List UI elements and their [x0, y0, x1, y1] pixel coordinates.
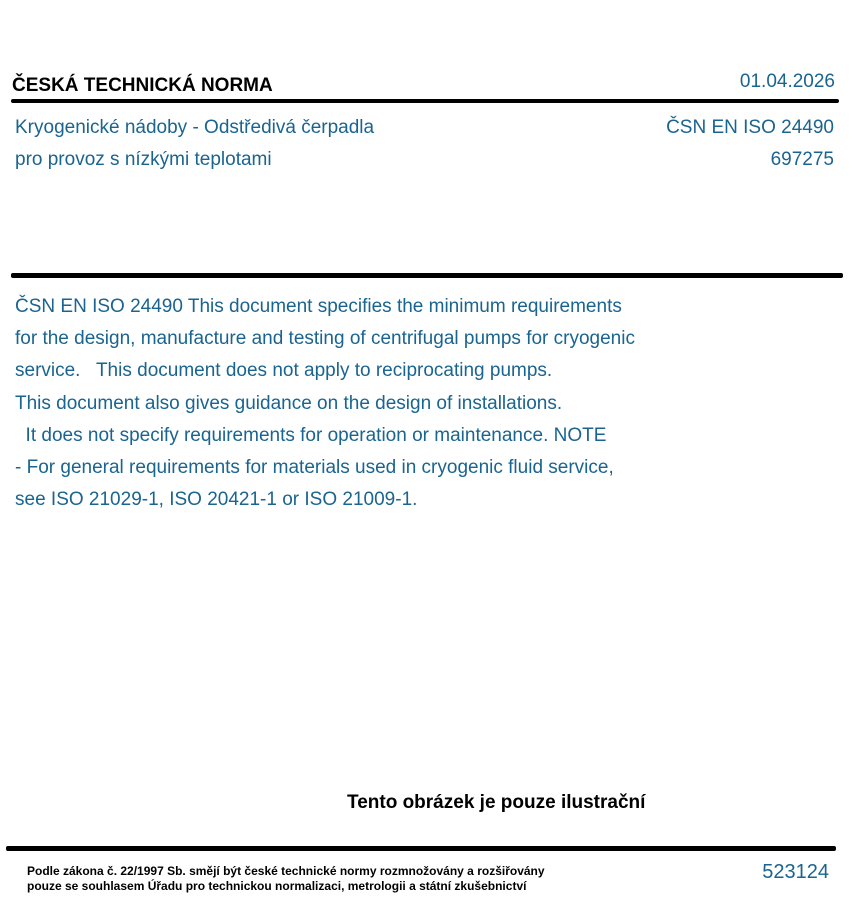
- section-divider: [11, 273, 843, 278]
- abstract-line: This document also gives guidance on the design of installations.: [15, 392, 563, 414]
- standard-code: ČSN EN ISO 24490: [666, 117, 834, 138]
- footer-number: 523124: [762, 861, 829, 883]
- standard-title-line-1: Kryogenické nádoby - Odstředivá čerpadla: [15, 117, 375, 138]
- abstract-line: It does not specify requirements for operation or maintenance. NOTE: [15, 424, 607, 446]
- footer-divider: [6, 846, 836, 851]
- legal-notice: [27, 864, 545, 893]
- legal-notice-line: Podle zákona č. 22/1997 Sb. smějí být české technické normy rozmnožovány a rozšiřovány: [27, 864, 545, 878]
- abstract-text: [15, 291, 635, 516]
- abstract-line: for the design, manufacture and testing of centrifugal pumps for cryogenic: [15, 328, 635, 350]
- standard-title-line-2: pro provoz s nízkými teplotami: [15, 149, 272, 170]
- publication-date: 01.04.2026: [739, 71, 835, 92]
- abstract-line: - For general requirements for materials used in cryogenic fluid service,: [15, 457, 614, 479]
- abstract-line: see ISO 21029-1, ISO 20421-1 or ISO 21009-1.: [15, 489, 418, 511]
- illustration-disclaimer: Tento obrázek je pouze ilustrační: [347, 792, 646, 813]
- header-divider: [11, 99, 839, 103]
- document-type-heading: ČESKÁ TECHNICKÁ NORMA: [12, 75, 273, 96]
- legal-notice-line: pouze se souhlasem Úřadu pro technickou normalizaci, metrologii a státní zkušebnictví: [27, 878, 527, 893]
- catalog-number: 697275: [770, 149, 834, 170]
- abstract-line: service. This document does not apply to reciprocating pumps.: [15, 360, 553, 382]
- abstract-line: ČSN EN ISO 24490 This document specifies the minimum requirements: [15, 296, 622, 317]
